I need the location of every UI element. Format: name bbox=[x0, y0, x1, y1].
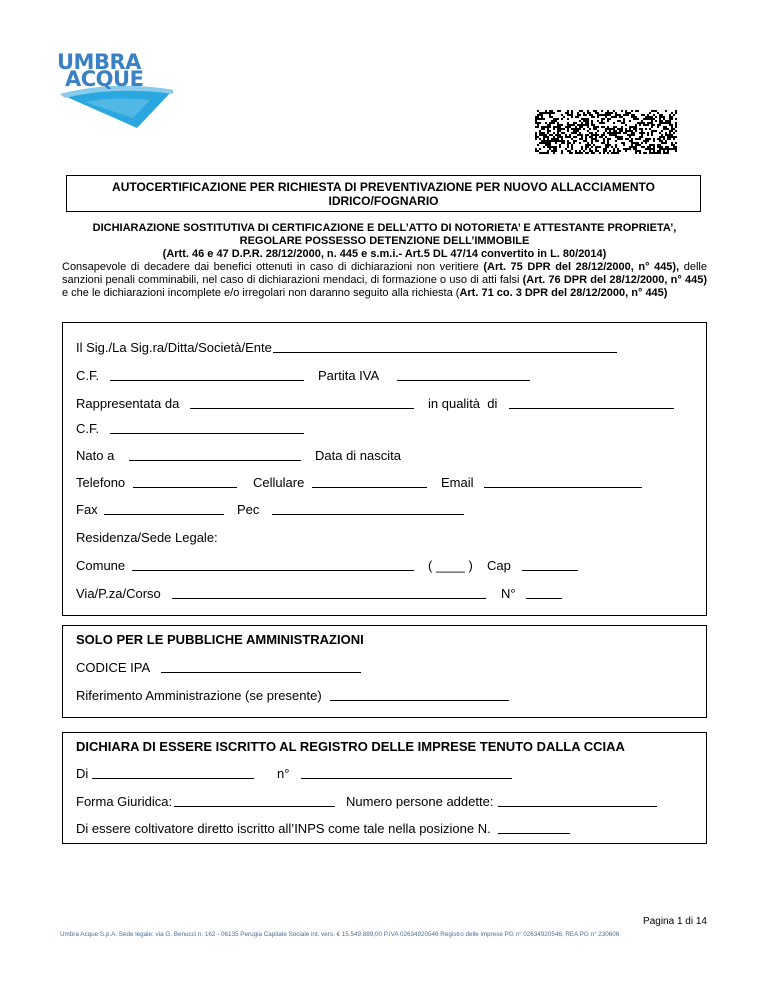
street-field[interactable] bbox=[172, 598, 486, 599]
applicant-form-box bbox=[62, 322, 707, 616]
cap-field[interactable] bbox=[522, 570, 578, 571]
pec-field[interactable] bbox=[272, 514, 464, 515]
logo-text-umbra: UMBRA bbox=[57, 50, 141, 74]
di-field[interactable] bbox=[92, 778, 254, 779]
inps-label: Di essere coltivatore diretto iscritto all’INPS come tale nella posizione N. bbox=[76, 821, 491, 836]
city-field[interactable] bbox=[132, 570, 414, 571]
cf2-label: C.F. bbox=[76, 421, 100, 436]
email-label: Email bbox=[441, 475, 474, 490]
declaration-section bbox=[62, 222, 707, 300]
email-field[interactable] bbox=[484, 487, 642, 488]
inps-field[interactable] bbox=[498, 833, 570, 834]
street-label: Via/P.za/Corso bbox=[76, 586, 161, 601]
piva-field[interactable] bbox=[397, 380, 530, 381]
born-field[interactable] bbox=[129, 460, 301, 461]
name-label: Il Sig./La Sig.ra/Ditta/Società/Ente bbox=[76, 340, 272, 355]
born-label: Nato a bbox=[76, 448, 115, 463]
employees-label: Numero persone addette: bbox=[346, 794, 494, 809]
represented-label: Rappresentata da bbox=[76, 396, 180, 411]
title-line-1: AUTOCERTIFICAZIONE PER RICHIESTA DI PREVENTIVAZIONE PER NUOVO ALLACCIAMENTO bbox=[112, 180, 655, 194]
name-field[interactable] bbox=[273, 352, 617, 353]
di-label: Di bbox=[76, 766, 89, 781]
barcode-image bbox=[535, 110, 677, 154]
company-footer: Umbra Acque S.p.A. Sede legale: via G. Benucci n. 162 - 06135 Perugia Capitale Sociale int. vers. € 15.549.889,00 P.IVA 02634920546 Registro delle imprese PG n° 02634920546, REA PG n° 230606 bbox=[60, 931, 620, 938]
cf-field[interactable] bbox=[110, 380, 304, 381]
number-field[interactable] bbox=[526, 598, 562, 599]
capacity-label: in qualità di bbox=[428, 396, 498, 411]
cap-label: Cap bbox=[487, 558, 511, 573]
umbra-acque-logo bbox=[55, 50, 177, 130]
declaration-paragraph: Consapevole di decadere dai benefici ottenuti in caso di dichiarazioni non veritiere (Art. 75 DPR del 28/12/2000, n° 445), delle sanzioni penali comminabili, nel caso di dichiarazioni mendaci, di formazione o uso di atti falsi (Art. 76 DPR del 28/12/2000, n° 445) e che le dichiarazioni incomplete e/o irregolari non daranno seguito alla richiesta (Art. 71 co. 3 DPR del 28/12/2000, n° 445) bbox=[62, 261, 707, 299]
ipa-label: CODICE IPA bbox=[76, 660, 151, 675]
number-label: N° bbox=[501, 586, 516, 601]
province-field[interactable]: ( ____ ) bbox=[428, 558, 473, 573]
logo-text-acque: ACQUE bbox=[65, 67, 144, 91]
represented-field[interactable] bbox=[190, 408, 414, 409]
n-field[interactable] bbox=[301, 778, 512, 779]
city-label: Comune bbox=[76, 558, 126, 573]
mobile-field[interactable] bbox=[312, 487, 427, 488]
page-number: Pagina 1 di 14 bbox=[643, 916, 707, 927]
capacity-field[interactable] bbox=[509, 408, 674, 409]
birthdate-label: Data di nascita bbox=[315, 448, 401, 463]
residence-label: Residenza/Sede Legale: bbox=[76, 530, 218, 545]
admin-ref-field[interactable] bbox=[330, 700, 509, 701]
piva-label: Partita IVA bbox=[318, 368, 380, 383]
fax-label: Fax bbox=[76, 502, 98, 517]
phone-field[interactable] bbox=[133, 487, 237, 488]
legal-form-field[interactable] bbox=[174, 806, 335, 807]
declaration-heading-1: DICHIARAZIONE SOSTITUTIVA DI CERTIFICAZIONE E DELL’ATTO DI NOTORIETA’ E ATTESTANTE PROPRIETA’, bbox=[92, 222, 677, 234]
legal-form-label: Forma Giuridica: bbox=[76, 794, 173, 809]
phone-label: Telefono bbox=[76, 475, 126, 490]
title-line-2: IDRICO/FOGNARIO bbox=[328, 194, 439, 208]
pec-label: Pec bbox=[237, 502, 260, 517]
public-admin-heading: SOLO PER LE PUBBLICHE AMMINISTRAZIONI bbox=[76, 632, 364, 647]
fax-field[interactable] bbox=[104, 514, 224, 515]
cf-label: C.F. bbox=[76, 368, 100, 383]
n-label: n° bbox=[277, 766, 290, 781]
employees-field[interactable] bbox=[498, 806, 657, 807]
cf2-field[interactable] bbox=[110, 433, 304, 434]
ipa-field[interactable] bbox=[161, 672, 361, 673]
declaration-heading-2: REGOLARE POSSESSO DETENZIONE DELL’IMMOBILE bbox=[239, 235, 530, 247]
document-title bbox=[66, 175, 701, 212]
registry-heading: DICHIARA DI ESSERE ISCRITTO AL REGISTRO DELLE IMPRESE TENUTO DALLA CCIAA bbox=[76, 739, 625, 754]
mobile-label: Cellulare bbox=[253, 475, 305, 490]
declaration-heading-3: (Artt. 46 e 47 D.P.R. 28/12/2000, n. 445 e s.m.i.- Art.5 DL 47/14 convertito in L. 80/2014) bbox=[162, 248, 607, 260]
admin-ref-label: Riferimento Amministrazione (se presente) bbox=[76, 688, 322, 703]
